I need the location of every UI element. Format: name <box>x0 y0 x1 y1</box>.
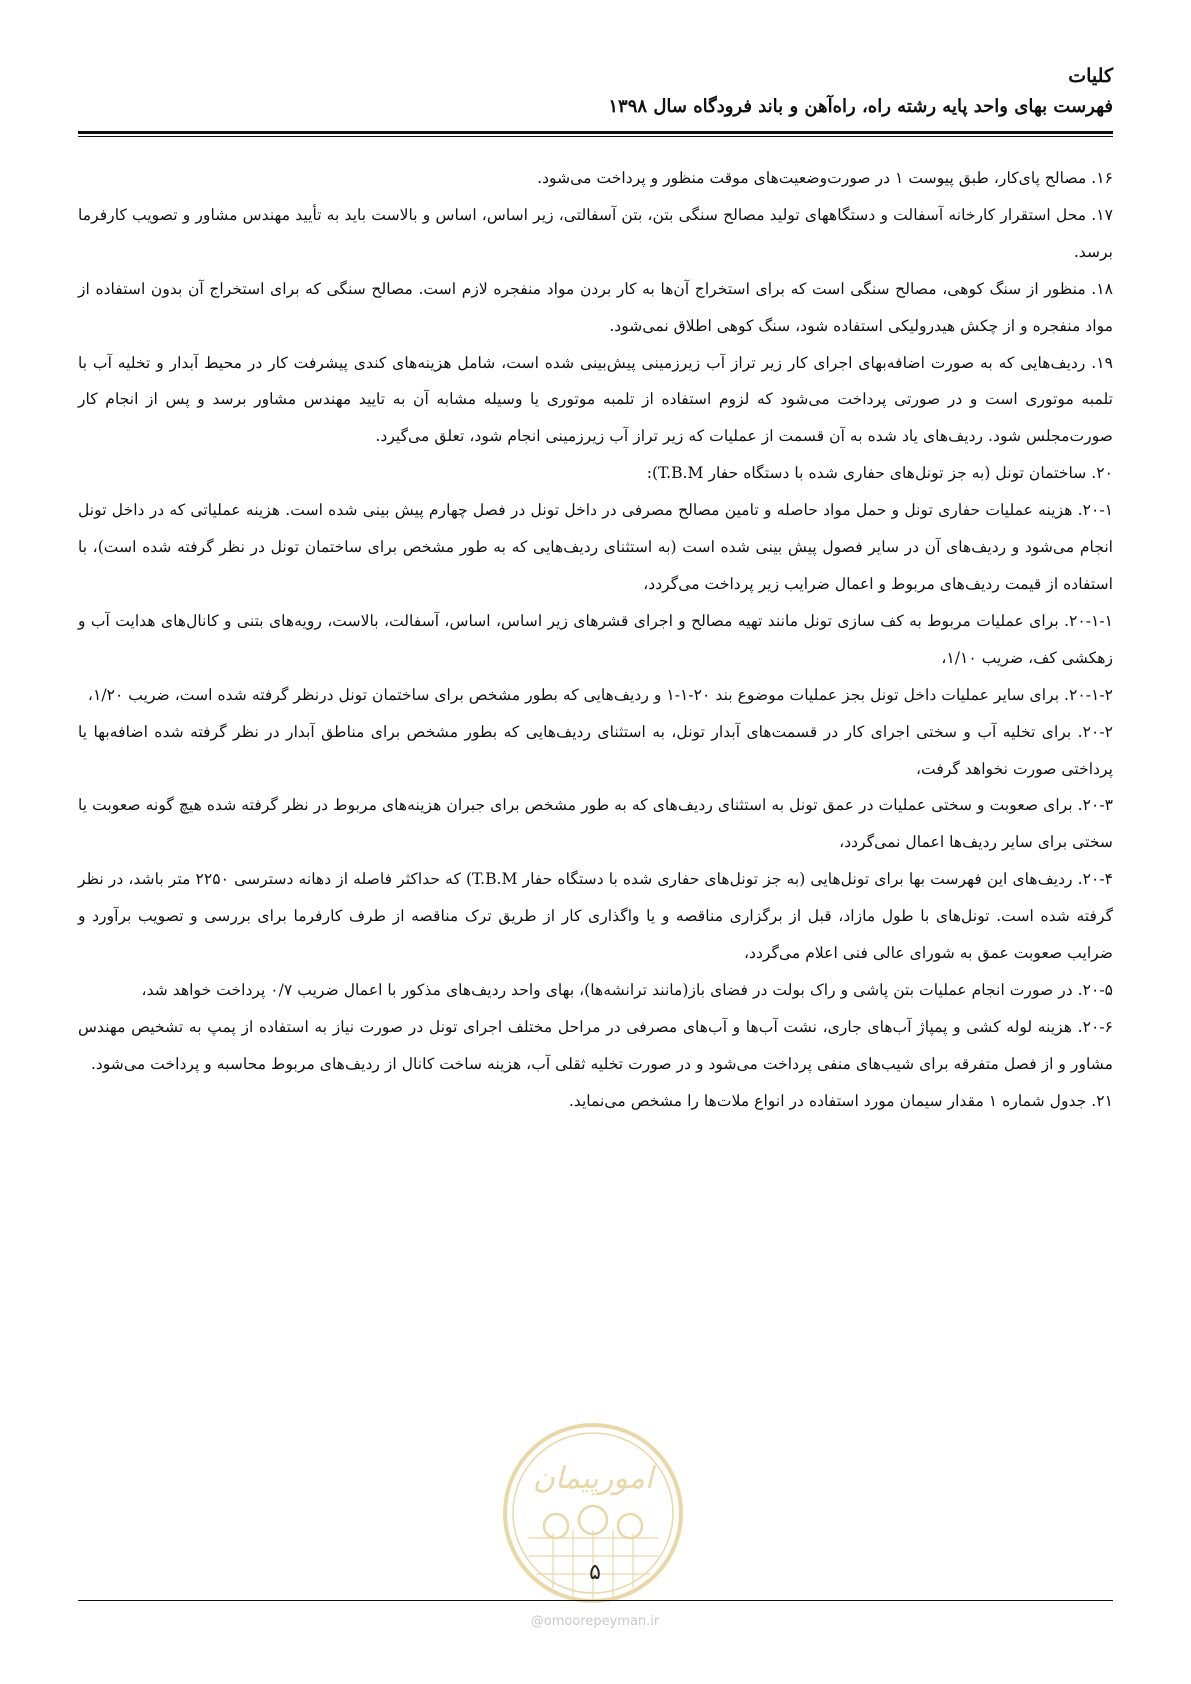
paragraph-20-4: ۲۰-۴. ردیف‌های این فهرست بها برای تونل‌هایی (به جز تونل‌های حفاری شده با دستگاه حفار T.B.M) که حداکثر فاصله از دهانه دسترسی ۲۲۵۰ متر باشد، در نظر گرفته شده است. تونل‌های با طول مازاد، قبل از برگزاری مناقصه و یا واگذاری کار از طریق ترک مناقصه از طرف کارفرما برای بررسی و تصویب برآورد و ضرایب صعوبت عمق به شورای عالی فنی اعلام می‌گردد، <box>78 870 1113 963</box>
page-header <box>78 62 1113 122</box>
footer-website: @omoorepeyman.ir <box>530 1614 660 1629</box>
paragraph-21: ۲۱. جدول شماره ۱ مقدار سیمان مورد استفاده در انواع ملات‌ها را مشخص می‌نماید. <box>568 1091 1113 1110</box>
header-divider-thick <box>78 131 1113 134</box>
paragraph-19: ۱۹. ردیف‌هایی که به صورت اضافه‌بهای اجرای کار زیر تراز آب زیرزمینی پیش‌بینی شده است، شامل هزینه‌های کندی پیشرفت کار در محیط آبدار و تخلیه آب با تلمبه موتوری است و در صورتی پرداخت می‌شود که لزوم استفاده از تلمبه موتوری یا وسیله مشابه آن به تایید مهندس مشاور برسد و پس از انجام کار صورت‌مجلس شود. ردیف‌های یاد شده به آن قسمت از عملیات که زیر تراز آب زیرزمینی انجام شود، تعلق می‌گیرد. <box>78 353 1113 446</box>
page-number: ۵ <box>589 1560 601 1585</box>
paragraph-20-3: ۲۰-۳. برای صعوبت و سختی عملیات در عمق تونل به استثنای ردیف‌های که به طور مشخص برای جبران هزینه‌های مربوط در نظر گرفته شده هیچ گونه صعوبت یا سختی برای سایر ردیف‌ها اعمال نمی‌گردد، <box>78 796 1113 852</box>
paragraph-20-1-1: ۲۰-۱-۱. برای عملیات مربوط به کف سازی تونل مانند تهیه مصالح و اجرای قشرهای زیر اساس، اساس، آسفالت، بالاست، رویه‌های بتنی و کانال‌های هدایت آب و زهکشی کف، ضریب ۱/۱۰، <box>78 611 1113 667</box>
paragraph-20-1-2: ۲۰-۱-۲. برای سایر عملیات داخل تونل بجز عملیات موضوع بند ۲۰-۱-۱ و ردیف‌هایی که بطور مشخص برای ساختمان تونل درنظر گرفته شده است، ضریب ۱/۲۰، <box>87 685 1113 704</box>
paragraph-17: ۱۷. محل استقرار کارخانه آسفالت و دستگاههای تولید مصالح سنگی بتن، بتن آسفالتی، زیر اساس، اساس و بالاست باید به تأیید مهندس مشاور و تصویب کارفرما برسد. <box>78 205 1113 261</box>
paragraph-20-2: ۲۰-۲. برای تخلیه آب و سختی اجرای کار در قسمت‌های آبدار تونل، به استثنای ردیف‌هایی که بطور مشخص برای مناطق آبدار در نظر گرفته شده اضافه‌بها یا پرداختی صورت نخواهد گرفت، <box>78 722 1113 778</box>
paragraph-16: ۱۶. مصالح پای‌کار، طبق پیوست ۱ در صورت‌وضعیت‌های موقت منظور و پرداخت می‌شود. <box>537 169 1113 187</box>
paragraph-20: ۲۰. ساختمان تونل (به جز تونل‌های حفاری شده با دستگاه حفار T.B.M): <box>646 464 1113 483</box>
footer-divider <box>78 1600 1113 1601</box>
section-title: کلیات <box>1068 65 1113 87</box>
document-title: فهرست بهای واحد پایه رشته راه، راه‌آهن و باند فرودگاه سال ۱۳۹۸ <box>608 96 1113 117</box>
body-text <box>78 160 1113 1120</box>
paragraph-20-6: ۲۰-۶. هزینه لوله کشی و پمپاژ آب‌های جاری، نشت آب‌ها و آب‌های مصرفی در مراحل مختلف اجرای تونل در صورت نیاز به استفاده از پمپ به تشخیص مهندس مشاور و از فصل متفرقه برای شیب‌های منفی پرداخت می‌شود و در صورت تخلیه ثقلی آب، هزینه ساخت کانال از ردیف‌های مربوط محاسبه و پرداخت می‌شود. <box>78 1017 1113 1073</box>
svg-text:امورپیمان: امورپیمان <box>532 1461 654 1496</box>
paragraph-20-1: ۲۰-۱. هزینه عملیات حفاری تونل و حمل مواد حاصله و تامین مصالح مصرفی در داخل تونل در فصل چهارم پیش بینی شده است. هزینه عملیاتی که در داخل تونل انجام می‌شود و ردیف‌های آن در سایر فصول پیش بینی شده است (به استثنای ردیف‌هایی که به طور مشخص برای ساختمان تونل در نظر گرفته شده است)، با استفاده از قیمت ردیف‌های مربوط و اعمال ضرایب زیر پرداخت می‌گردد، <box>78 501 1113 593</box>
paragraph-20-5: ۲۰-۵. در صورت انجام عملیات بتن پاشی و راک بولت در فضای باز(مانند ترانشه‌ها)، بهای واحد ردیف‌های مذکور با اعمال ضریب ۰/۷ پرداخت خواهد شد، <box>141 980 1113 999</box>
paragraph-18: ۱۸. منظور از سنگ کوهی، مصالح سنگی است که برای استخراج آن‌ها به کار بردن مواد منفجره لازم است. مصالح سنگی که برای استخراج آن بدون استفاده از مواد منفجره و از چکش هیدرولیکی استفاده شود، سنگ کوهی اطلاق نمی‌شود. <box>78 279 1113 335</box>
header-divider-thin <box>78 136 1113 137</box>
